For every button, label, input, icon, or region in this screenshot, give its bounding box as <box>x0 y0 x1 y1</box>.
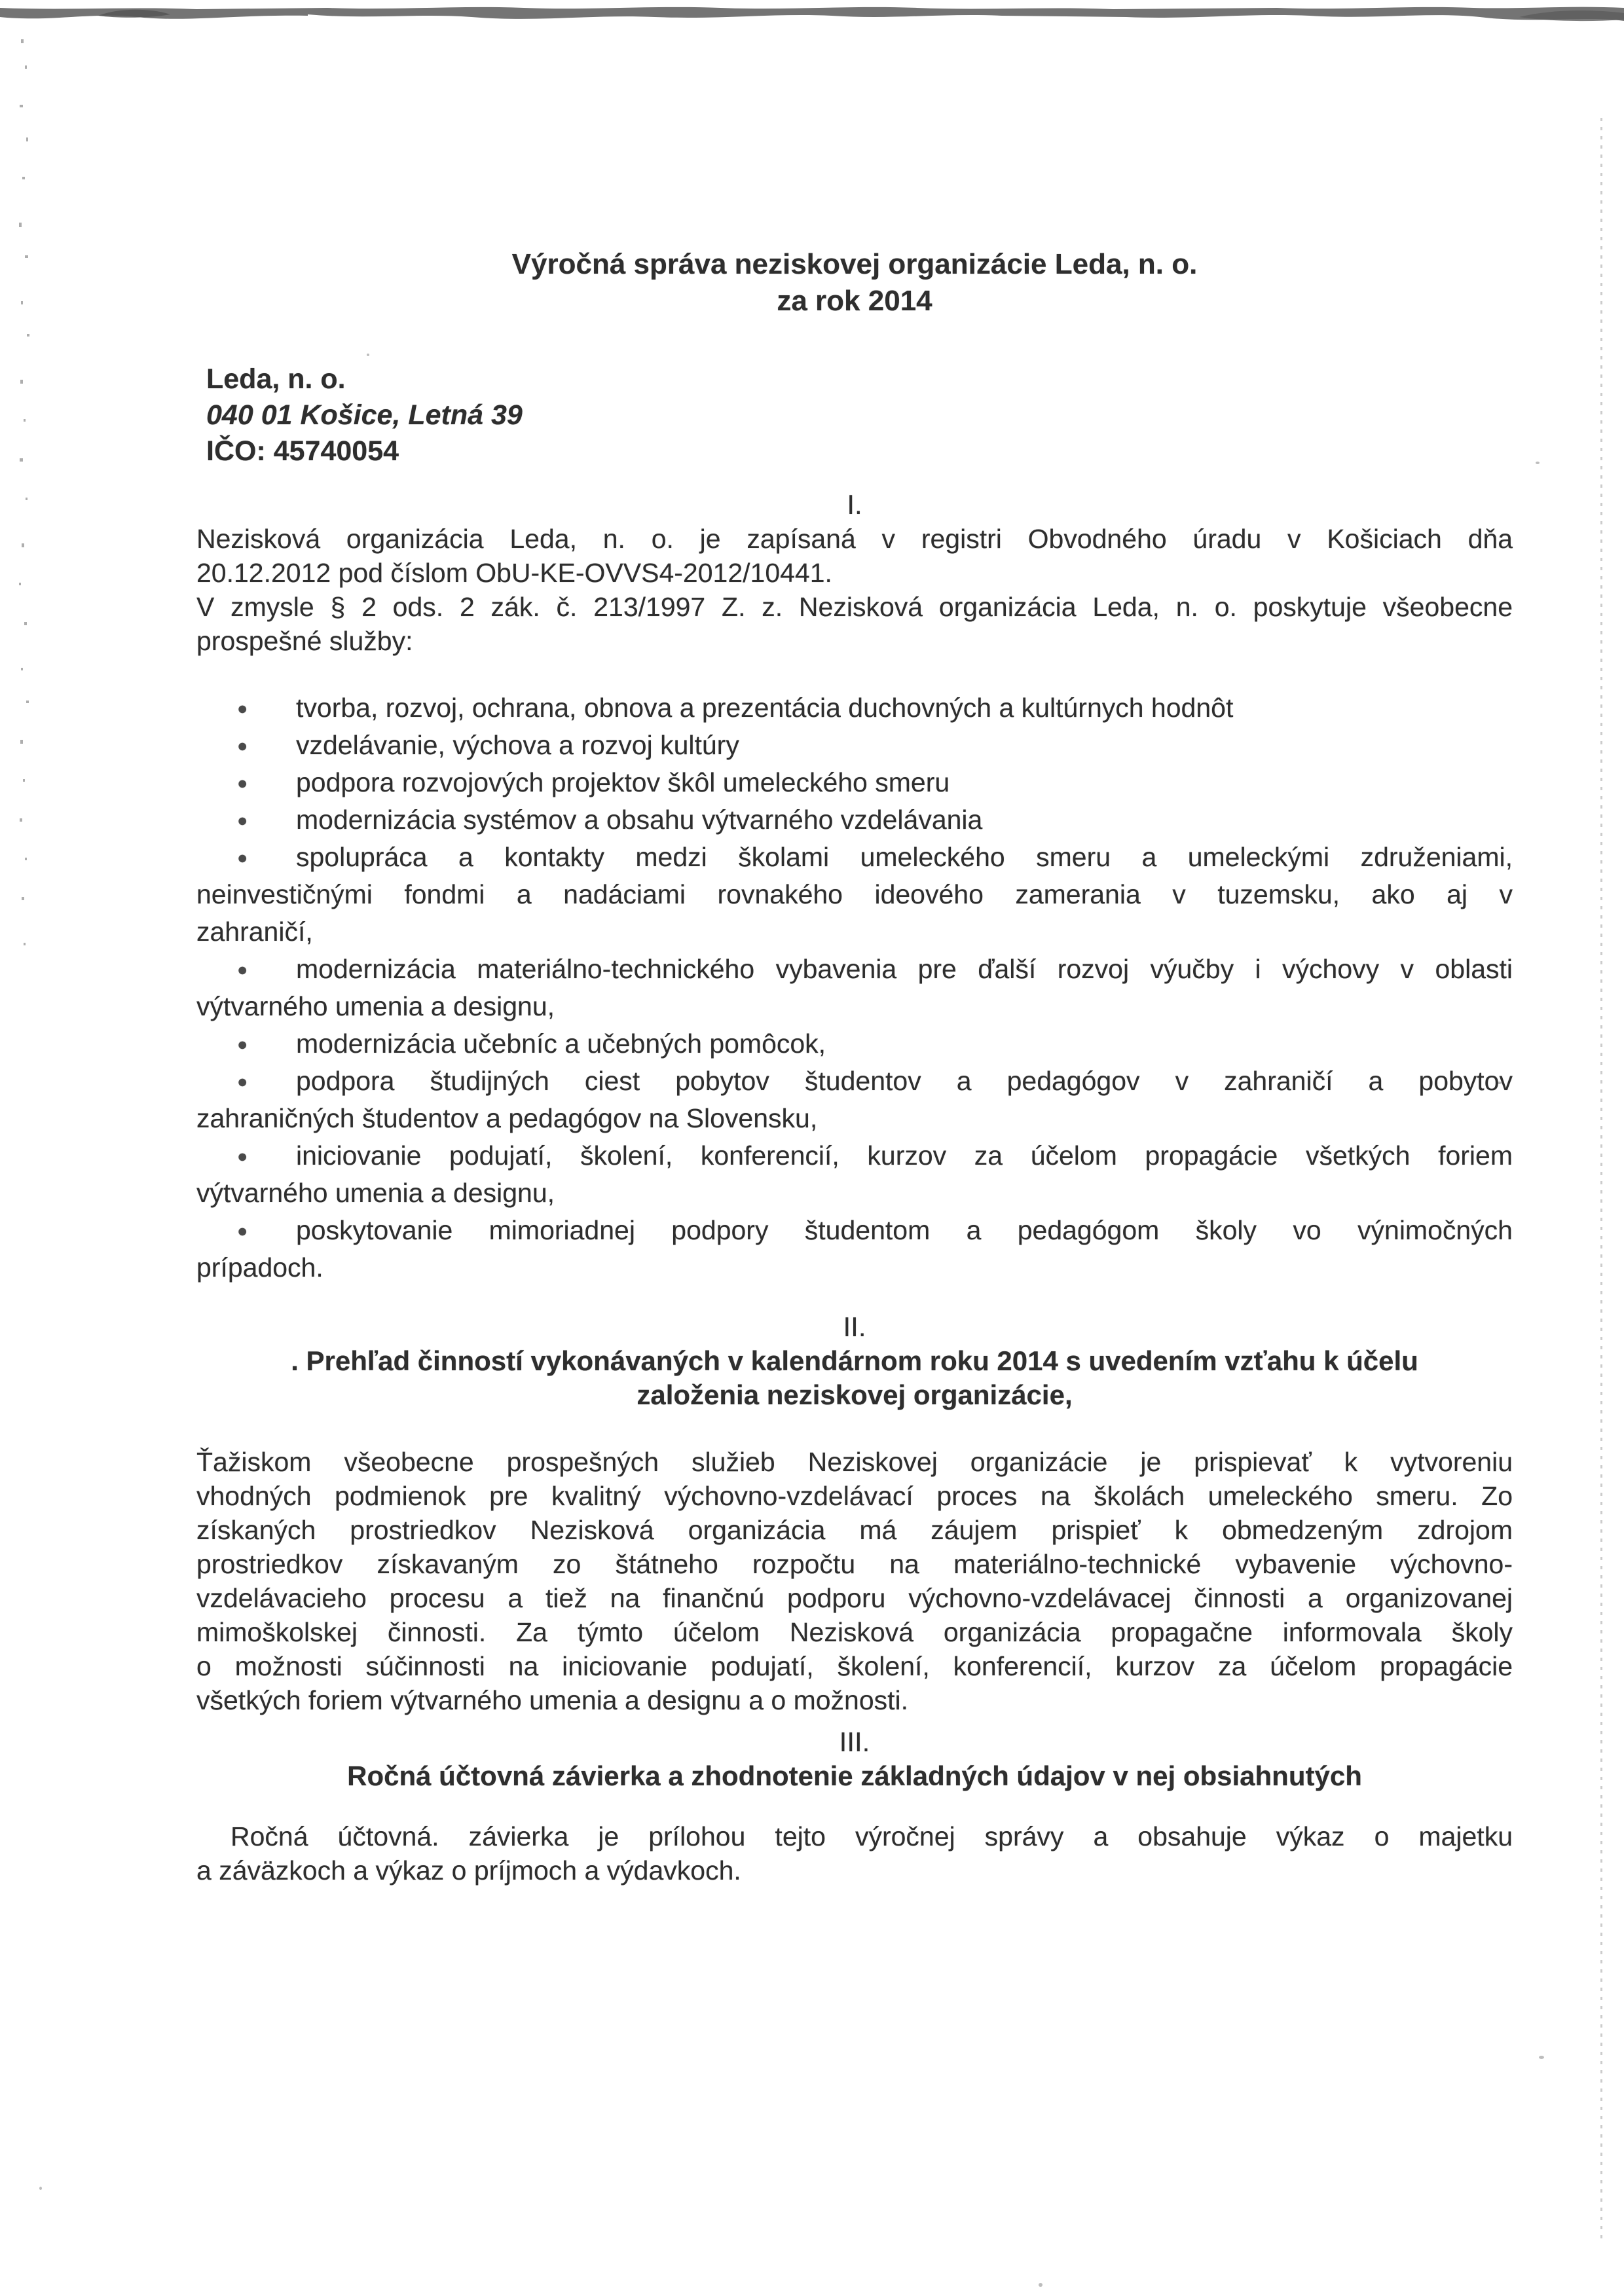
intro-line: 20.12.2012 pod číslom ObU-KE-OVVS4-2012/10441. <box>196 558 832 588</box>
section-2-heading-line-2: založenia neziskovej organizácie, <box>637 1379 1073 1410</box>
org-ico: IČO: 45740054 <box>206 435 399 467</box>
body-line: vhodných podmienok pre kvalitný výchovno-vzdelávací proces na školách umeleckého smeru. Zo <box>196 1481 1513 1511</box>
bullet-item <box>196 951 1513 1025</box>
body-line: Ročná účtovná. závierka je prílohou tejto výročnej správy a obsahuje výkaz o majetku <box>231 1821 1513 1851</box>
bullet-text: podpora študijných ciest pobytov študentov a pedagógov v zahraničí a pobytov <box>296 1066 1513 1096</box>
title-line-1: Výročná správa neziskovej organizácie Leda, n. o. <box>511 248 1198 280</box>
org-block <box>196 361 1513 469</box>
bullet-dot-icon: ● <box>237 960 248 979</box>
bullet-item <box>196 1025 1513 1063</box>
services-bullet-list <box>196 689 1513 1286</box>
body-line: Ťažiskom všeobecne prospešných služieb Neziskovej organizácie je prispievať k vytvoreniu <box>196 1447 1513 1477</box>
section-2-heading-line-1: . Prehľad činností vykonávaných v kalendárnom roku 2014 s uvedením vzťahu k účelu <box>291 1345 1418 1376</box>
right-edge-scan-noise <box>1600 118 1602 2239</box>
intro-line: V zmysle § 2 ods. 2 zák. č. 213/1997 Z. z. Nezisková organizácia Leda, n. o. poskytuje všeobecne <box>196 592 1513 622</box>
org-name: Leda, n. o. <box>206 363 346 395</box>
bullet-item <box>196 839 1513 951</box>
bullet-item <box>196 1063 1513 1137</box>
section-3-label: III. <box>839 1726 870 1757</box>
bullet-dot-icon: ● <box>237 848 248 867</box>
bullet-item <box>196 801 1513 839</box>
section-2-body <box>196 1445 1513 1717</box>
bullet-text: vzdelávanie, výchova a rozvoj kultúry <box>296 730 739 760</box>
section-3-body <box>196 1819 1513 1887</box>
section-3-heading: Ročná účtovná závierka a zhodnotenie základných údajov v nej obsiahnutých <box>347 1760 1362 1791</box>
bullet-dot-icon: ● <box>237 811 248 830</box>
bullet-dot-icon: ● <box>237 1072 248 1091</box>
scan-speck <box>1536 462 1540 464</box>
body-line: získaných prostriedkov Nezisková organizácia má záujem prispieť k obmedzeným zdrojom <box>196 1515 1513 1545</box>
bullet-dot-icon: ● <box>237 1221 248 1241</box>
bullet-line: zahraničných študentov a pedagógov na Slovensku, <box>196 1103 818 1133</box>
bullet-text: tvorba, rozvoj, ochrana, obnova a prezentácia duchovných a kultúrnych hodnôt <box>296 693 1234 723</box>
section-1-label: I. <box>847 489 862 520</box>
bullet-line <box>196 1212 1513 1249</box>
body-line: prostriedkov získavaným zo štátneho rozpočtu na materiálno-technické vybavenie výchovno- <box>196 1549 1513 1579</box>
bullet-text: podpora rozvojových projektov škôl umeleckého smeru <box>296 767 950 797</box>
bullet-item <box>196 1212 1513 1286</box>
bullet-line: výtvarného umenia a designu, <box>196 1178 555 1208</box>
body-line: a záväzkoch a výkaz o príjmoch a výdavkoch. <box>196 1855 741 1886</box>
body-line: všetkých foriem výtvarného umenia a designu a o možnosti. <box>196 1685 909 1715</box>
bullet-text: modernizácia systémov a obsahu výtvarného vzdelávania <box>296 805 983 835</box>
left-edge-scan-noise <box>17 26 33 982</box>
section-2-label: II. <box>843 1311 866 1342</box>
scan-speck <box>39 2187 42 2190</box>
bullet-text: modernizácia materiálno-technického vybavenia pre ďalší rozvoj výučby i výchovy v oblasti <box>296 954 1513 984</box>
document-title <box>196 246 1513 319</box>
bullet-text: spolupráca a kontakty medzi školami umeleckého smeru a umeleckými združeniami, <box>296 842 1513 872</box>
scan-speck <box>1539 2056 1544 2059</box>
bullet-item <box>196 764 1513 801</box>
bullet-text: modernizácia učebníc a učebných pomôcok, <box>296 1029 826 1059</box>
body-line: mimoškolskej činnosti. Za týmto účelom Nezisková organizácia propagačne informovala školy <box>196 1617 1513 1647</box>
bullet-line: zahraničí, <box>196 917 313 947</box>
bullet-dot-icon: ● <box>237 773 248 793</box>
bullet-text: iniciovanie podujatí, školení, konferencií, kurzov za účelom propagácie všetkých foriem <box>296 1140 1513 1171</box>
bullet-item <box>196 727 1513 764</box>
section-2-heading <box>196 1344 1513 1412</box>
body-line: vzdelávacieho procesu a tiež na finančnú podporu výchovno-vzdelávacej činnosti a organizovanej <box>196 1583 1513 1613</box>
intro-line: prospešné služby: <box>196 626 413 656</box>
bullet-line <box>196 951 1513 988</box>
bullet-dot-icon: ● <box>237 736 248 756</box>
title-line-2: za rok 2014 <box>777 285 932 317</box>
bullet-dot-icon: ● <box>237 699 248 718</box>
body-line: o možnosti súčinnosti na iniciovanie podujatí, školení, konferencií, kurzov za účelom propagácie <box>196 1651 1513 1681</box>
section-1-intro <box>196 522 1513 658</box>
bullet-item <box>196 689 1513 727</box>
bullet-line: prípadoch. <box>196 1252 323 1283</box>
bullet-text: poskytovanie mimoriadnej podpory študentom a pedagógom školy vo výnimočných <box>296 1215 1513 1245</box>
bullet-line <box>196 1063 1513 1100</box>
intro-line: Nezisková organizácia Leda, n. o. je zapísaná v registri Obvodného úradu v Košiciach dňa <box>196 524 1513 554</box>
bullet-line <box>196 1137 1513 1175</box>
bullet-item <box>196 1137 1513 1212</box>
bullet-line: výtvarného umenia a designu, <box>196 991 555 1021</box>
bullet-line: neinvestičnými fondmi a nadáciami rovnakého ideového zamerania v tuzemsku, ako aj v <box>196 879 1513 909</box>
bullet-line <box>196 839 1513 876</box>
org-address: 040 01 Košice, Letná 39 <box>206 399 523 431</box>
bullet-dot-icon: ● <box>237 1146 248 1166</box>
bullet-dot-icon: ● <box>237 1034 248 1054</box>
scan-speck <box>1039 2283 1043 2287</box>
document-content <box>196 0 1513 1887</box>
